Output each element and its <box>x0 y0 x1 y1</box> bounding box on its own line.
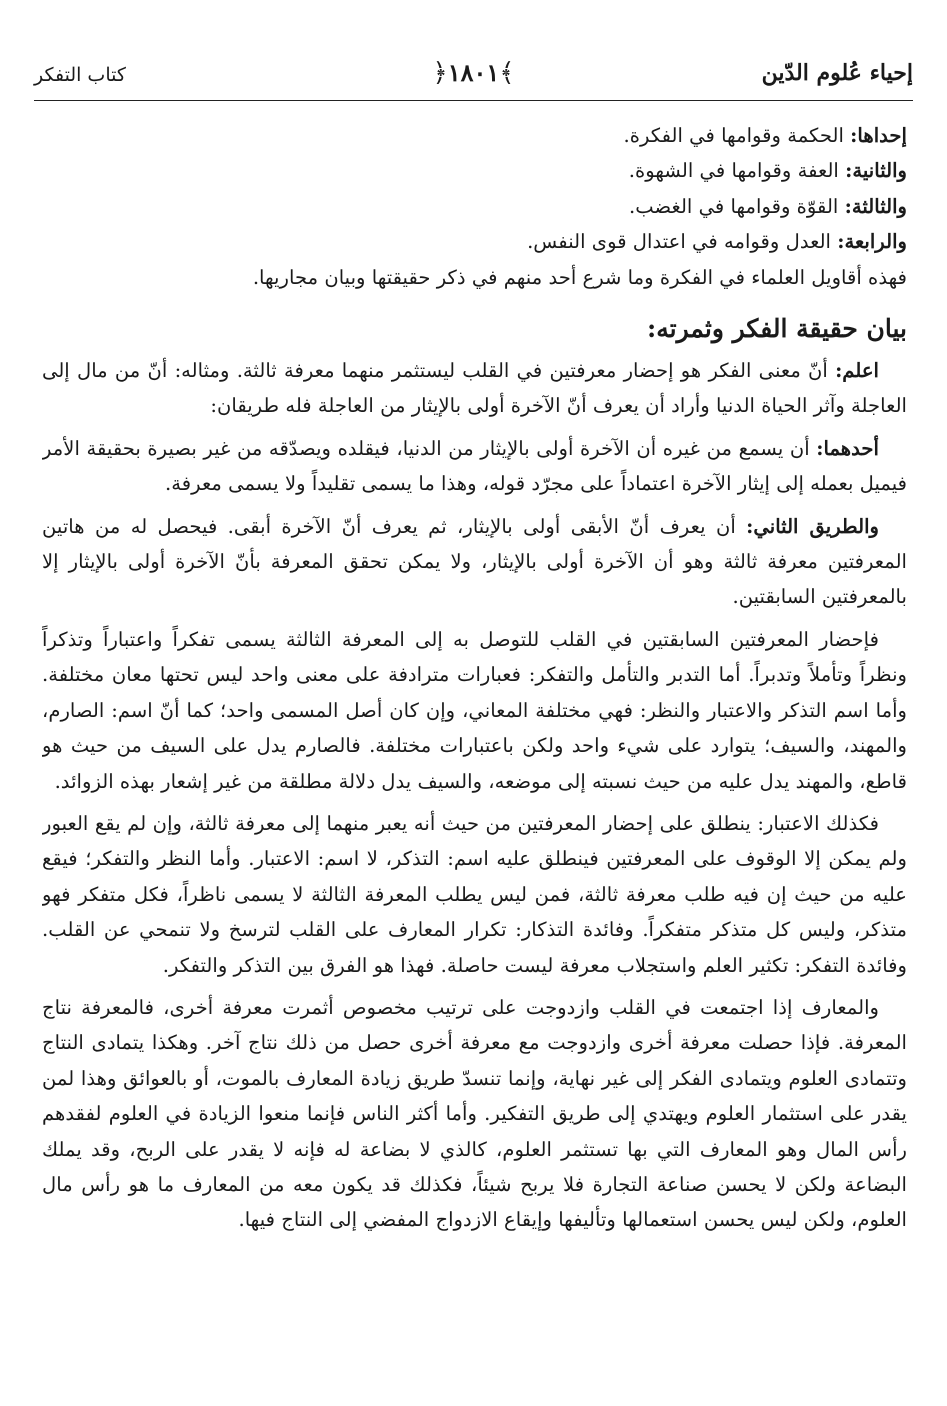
list-item: والثالثة: القوّة وقوامها في الغضب. <box>629 194 907 218</box>
header-rule <box>34 100 913 101</box>
paragraph: والطريق الثاني: أن يعرف أنّ الأبقى أولى بالإيثار، ثم يعرف أنّ الآخرة أبقى. فيحصل له من هاتين المعرفتين معرفة ثالثة وهو أن الآخرة أولى بالإيثار، ولا يمكن تحقق المعرفة بأنّ الآخرة أولى بالإيثار إلا بالمعرفتين السابقتين. <box>42 514 907 609</box>
virtues-list <box>42 118 907 260</box>
list-item: إحداها: الحكمة وقوامها في الفكرة. <box>623 124 907 147</box>
closing-sentence: فهذه أقاويل العلماء في الفكرة وما شرع أحد منهم في ذكر حقيقتها وبيان مجاريها. <box>252 265 907 289</box>
chapter-title: كتاب التفكر <box>34 64 126 86</box>
section-title: بيان حقيقة الفكر وثمرته: <box>647 314 907 344</box>
paragraph: اعلم: أنّ معنى الفكر هو إحضار معرفتين في القلب ليستثمر منهما معرفة ثالثة. ومثاله: أنّ من مال إلى العاجلة وآثر الحياة الدنيا وأراد أن يعرف أنّ الآخرة أولى بالإيثار من العاجلة فله طريقان: <box>42 359 907 418</box>
paragraph: فكذلك الاعتبار: ينطلق على إحضار المعرفتين من حيث أنه يعبر منهما إلى معرفة ثالثة، وإن لم يقع العبور ولم يمكن إلا الوقوف على المعرفتين فينطلق عليه اسم: التذكر، لا اسم: الاعتبار. وأما النظر والتفكر؛ فيقع عليه من حيث إن فيه طلب معرفة ثالثة، فمن ليس يطلب المعرفة الثالثة لا يسمى ناظراً، فكل متفكر فهو متذكر، وليس كل متذكر متفكراً. وفائدة التذكار: تكرار المعارف على القلب لترسخ ولا تنمحي عن القلب. وفائدة التفكر: تكثير العلم واستجلاب معرفة ليست حاصلة. فهذا هو الفرق بين التذكر والتفكر. <box>42 811 907 977</box>
page-number <box>432 58 514 88</box>
page-number-value: ١٨٠١ <box>447 58 500 87</box>
left-ornament-icon: ﴿ <box>432 58 448 88</box>
paragraph: والمعارف إذا اجتمعت في القلب وازدوجت على ترتيب مخصوص أثمرت معرفة أخرى، فالمعرفة نتاج المعرفة. فإذا حصلت معرفة أخرى وازدوجت مع معرفة أخرى حصل من ذلك نتاج آخر. وهكذا يتمادى النتاج وتتمادى العلوم ويتمادى الفكر إلى غير نهاية، وإنما تنسدّ طريق زيادة المعارف بالموت، أو بالعوائق وهذا لمن يقدر على استثمار العلوم ويهتدي إلى طريق التفكير. وأما أكثر الناس فإنما منعوا الزيادة في العلوم لفقدهم رأس المال وهو المعارف التي بها تستثمر العلوم، كالذي لا بضاعة له فإنه لا يقدر على الربح، وقد يملك البضاعة ولكن لا يحسن صناعة التجارة فلا يربح شيئاً، فكذلك قد يكون معه من المعارف ما هو رأس مال العلوم، ولكن ليس يحسن استعمالها وتأليفها وإيقاع الازدواج المفضي إلى النتاج فيها. <box>42 995 907 1232</box>
right-ornament-icon: ﴾ <box>499 58 515 88</box>
page-body <box>42 118 907 1366</box>
list-item: والرابعة: العدل وقوامه في اعتدال قوى النفس. <box>527 230 907 254</box>
book-title: إحياء عُلوم الدّين <box>761 60 913 86</box>
paragraph: أحدهما: أن يسمع من غيره أن الآخرة أولى بالإيثار من الدنيا، فيقلده ويصدّقه من غير بصيرة بحقيقة الأمر فيميل بعمله إلى إيثار الآخرة اعتماداً على مجرّد قوله، وهذا ما يسمى تقليداً ولا يسمى معرفة. <box>42 436 907 496</box>
list-item: والثانية: العفة وقوامها في الشهوة. <box>628 159 907 183</box>
paragraph: فإحضار المعرفتين السابقتين في القلب للتوصل به إلى المعرفة الثالثة يسمى تفكراً واعتباراً وتذكراً ونظراً وتأملاً وتدبراً. أما التدبر والتأمل والتفكر: فعبارات مترادفة على معنى واحد ليس تحتها معان مختلفة. وأما اسم التذكر والاعتبار والنظر: فهي مختلفة المعاني، وإن كان أصل المسمى واحد؛ كما أنّ اسم: الصارم، والمهند، والسيف؛ يتوارد على شيء واحد ولكن باعتبارات مختلفة. فالصارم يدل على السيف من حيث هو قاطع، والمهند يدل عليه من حيث نسبته إلى موضعه، والسيف يدل دلالة مطلقة من غير إشعار بهذه الزوائد. <box>42 627 907 793</box>
page-header <box>34 56 913 96</box>
